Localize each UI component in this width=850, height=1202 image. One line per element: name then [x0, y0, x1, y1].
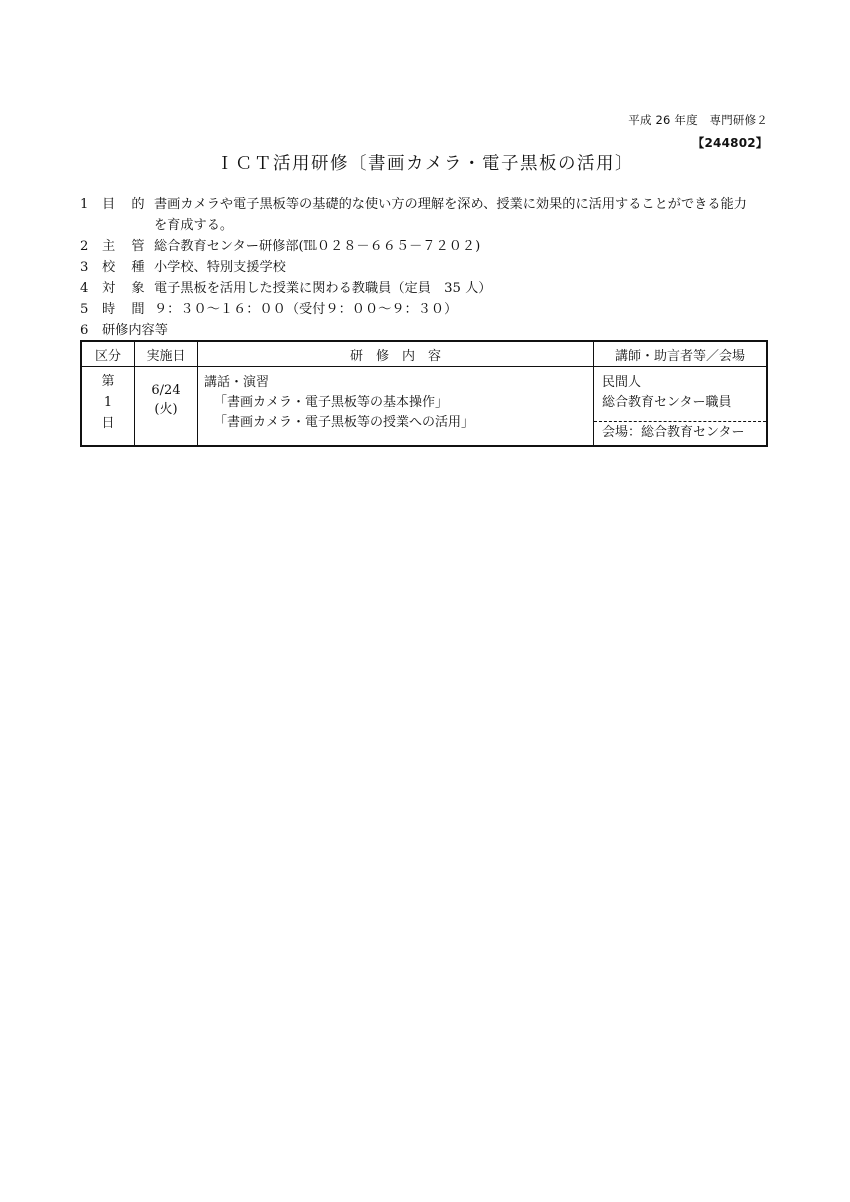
fiscal-year-label: 平成 26 年度 専門研修２: [628, 113, 768, 127]
session-content: [198, 367, 594, 447]
instructors: [594, 367, 766, 421]
item-label: 研修内容等: [102, 323, 168, 338]
instructor: 民間人: [602, 375, 642, 390]
venue: 会場：総合教育センター: [594, 421, 766, 445]
session-date: [135, 367, 198, 447]
header-category: 区分: [81, 341, 135, 367]
item-number: 6: [80, 323, 89, 338]
date-value: 6/24: [151, 383, 181, 398]
item-label: 対 象: [102, 281, 151, 296]
item-number: 3: [80, 260, 89, 275]
weekday-value: (火): [154, 402, 178, 417]
item-value: 小学校、特別支援学校: [154, 260, 286, 275]
detail-content-heading: [80, 320, 772, 341]
item-number: 1: [80, 197, 89, 212]
instructor: 総合教育センター職員: [602, 395, 732, 410]
item-number: 4: [80, 281, 89, 296]
item-label: 主 管: [102, 239, 151, 254]
training-schedule-table: [80, 340, 768, 447]
day-category: [81, 367, 135, 447]
page-title: ＩＣＴ活用研修〔書画カメラ・電子黒板の活用〕: [216, 154, 634, 174]
header-date: 実施日: [135, 341, 198, 367]
day-char: 日: [101, 416, 115, 431]
item-label: 時 間: [102, 302, 151, 317]
detail-school-type: [80, 257, 772, 278]
item-value: 書画カメラや電子黒板等の基礎的な使い方の理解を深め、授業に効果的に活用することができる能力: [154, 197, 747, 212]
item-value: 電子黒板を活用した授業に関わる教職員（定員 35 人）: [154, 281, 492, 296]
item-number: 5: [80, 302, 89, 317]
course-details: [80, 194, 772, 341]
table-row: [81, 367, 767, 447]
item-label: 目 的: [102, 197, 151, 212]
header-content: 研 修 内 容: [198, 341, 594, 367]
content-title: 講話・演習: [204, 375, 270, 390]
day-char: 第: [101, 374, 115, 389]
detail-organizer: [80, 236, 772, 257]
item-value-continued: を育成する。: [154, 218, 234, 233]
detail-purpose: [80, 194, 772, 215]
course-code: 【244802】: [692, 136, 768, 150]
content-item: 「書画カメラ・電子黒板等の基本操作」: [214, 395, 449, 410]
item-value: 総合教育センター研修部(℡０２８－６６５－７２０２): [154, 239, 481, 254]
table-header-row: [81, 341, 767, 367]
content-item: 「書画カメラ・電子黒板等の授業への活用」: [214, 415, 475, 430]
item-number: 2: [80, 239, 89, 254]
item-value: ９：３０～１６：００（受付９：００～９：３０）: [154, 302, 458, 317]
item-label: 校 種: [102, 260, 151, 275]
detail-target: [80, 278, 772, 299]
day-number: 1: [103, 395, 113, 410]
instructor-venue-cell: [594, 367, 768, 447]
detail-time: [80, 299, 772, 320]
header-instructor-venue: 講師・助言者等／会場: [594, 341, 768, 367]
